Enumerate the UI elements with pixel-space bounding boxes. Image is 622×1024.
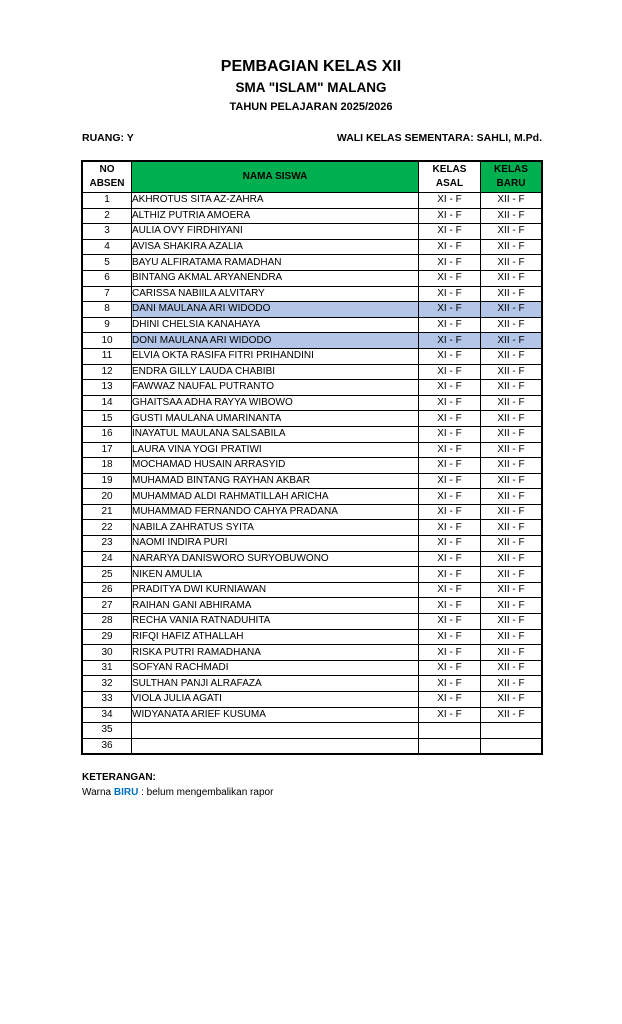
cell-nama-siswa: SOFYAN RACHMADI xyxy=(132,660,419,676)
cell-nama-siswa: AKHROTUS SITA AZ-ZAHRA xyxy=(132,193,419,209)
cell-nama-siswa: PRADITYA DWI KURNIAWAN xyxy=(132,582,419,598)
cell-kelas-baru: XII - F xyxy=(481,302,543,318)
cell-no-absen: 24 xyxy=(82,551,132,567)
cell-nama-siswa: MUHAMMAD ALDI RAHMATILLAH ARICHA xyxy=(132,489,419,505)
cell-nama-siswa: NARARYA DANISWORO SURYOBUWONO xyxy=(132,551,419,567)
table-row xyxy=(82,442,542,458)
table-row xyxy=(82,473,542,489)
cell-nama-siswa: FAWWAZ NAUFAL PUTRANTO xyxy=(132,380,419,396)
cell-nama-siswa: MUHAMMAD FERNANDO CAHYA PRADANA xyxy=(132,504,419,520)
header-nama-siswa: NAMA SISWA xyxy=(132,161,419,193)
cell-kelas-asal: XI - F xyxy=(419,660,481,676)
cell-kelas-baru: XII - F xyxy=(481,364,543,380)
cell-kelas-baru: XII - F xyxy=(481,270,543,286)
cell-kelas-baru: XII - F xyxy=(481,458,543,474)
cell-kelas-asal: XI - F xyxy=(419,426,481,442)
table-row xyxy=(82,707,542,723)
cell-nama-siswa: GUSTI MAULANA UMARINANTA xyxy=(132,411,419,427)
table-row xyxy=(82,348,542,364)
cell-nama-siswa: AVISA SHAKIRA AZALIA xyxy=(132,239,419,255)
cell-nama-siswa: MUHAMAD BINTANG RAYHAN AKBAR xyxy=(132,473,419,489)
cell-kelas-asal: XI - F xyxy=(419,692,481,708)
table-row xyxy=(82,614,542,630)
cell-nama-siswa: ALTHIZ PUTRIA AMOERA xyxy=(132,208,419,224)
cell-nama-siswa: NAOMI INDIRA PURI xyxy=(132,536,419,552)
table-row xyxy=(82,738,542,754)
roster-body xyxy=(82,193,542,755)
cell-nama-siswa: RECHA VANIA RATNADUHITA xyxy=(132,614,419,630)
cell-no-absen: 36 xyxy=(82,738,132,754)
cell-no-absen: 14 xyxy=(82,395,132,411)
cell-nama-siswa: BAYU ALFIRATAMA RAMADHAN xyxy=(132,255,419,271)
cell-nama-siswa: DONI MAULANA ARI WIDODO xyxy=(132,333,419,349)
cell-kelas-asal: XI - F xyxy=(419,270,481,286)
header-asal-line2: ASAL xyxy=(435,178,464,189)
cell-no-absen: 28 xyxy=(82,614,132,630)
table-row xyxy=(82,364,542,380)
cell-no-absen: 30 xyxy=(82,645,132,661)
table-row xyxy=(82,551,542,567)
cell-kelas-baru: XII - F xyxy=(481,255,543,271)
cell-kelas-asal: XI - F xyxy=(419,193,481,209)
cell-no-absen: 31 xyxy=(82,660,132,676)
table-row xyxy=(82,536,542,552)
cell-kelas-baru: XII - F xyxy=(481,473,543,489)
cell-kelas-baru xyxy=(481,738,543,754)
cell-no-absen: 22 xyxy=(82,520,132,536)
cell-kelas-asal: XI - F xyxy=(419,629,481,645)
cell-nama-siswa: NABILA ZAHRATUS SYITA xyxy=(132,520,419,536)
student-roster-table xyxy=(81,160,543,755)
table-row xyxy=(82,723,542,739)
table-row xyxy=(82,629,542,645)
cell-kelas-asal: XI - F xyxy=(419,302,481,318)
cell-no-absen: 19 xyxy=(82,473,132,489)
cell-no-absen: 9 xyxy=(82,317,132,333)
table-row xyxy=(82,645,542,661)
table-row xyxy=(82,426,542,442)
cell-no-absen: 26 xyxy=(82,582,132,598)
cell-kelas-asal: XI - F xyxy=(419,317,481,333)
cell-kelas-baru: XII - F xyxy=(481,660,543,676)
cell-kelas-asal: XI - F xyxy=(419,239,481,255)
cell-nama-siswa: GHAITSAA ADHA RAYYA WIBOWO xyxy=(132,395,419,411)
table-row xyxy=(82,302,542,318)
table-row xyxy=(82,458,542,474)
cell-no-absen: 32 xyxy=(82,676,132,692)
table-row xyxy=(82,676,542,692)
cell-no-absen: 12 xyxy=(82,364,132,380)
cell-nama-siswa xyxy=(132,738,419,754)
cell-nama-siswa: BINTANG AKMAL ARYANENDRA xyxy=(132,270,419,286)
header-kelas-baru xyxy=(481,161,543,193)
cell-nama-siswa: NIKEN AMULIA xyxy=(132,567,419,583)
cell-no-absen: 25 xyxy=(82,567,132,583)
cell-kelas-baru: XII - F xyxy=(481,442,543,458)
table-row xyxy=(82,333,542,349)
document-title: PEMBAGIAN KELAS XII xyxy=(220,58,402,75)
notes-color-word: BIRU xyxy=(113,787,139,798)
cell-nama-siswa: RISKA PUTRI RAMADHANA xyxy=(132,645,419,661)
cell-no-absen: 6 xyxy=(82,270,132,286)
cell-kelas-asal: XI - F xyxy=(419,208,481,224)
cell-no-absen: 13 xyxy=(82,380,132,396)
table-row xyxy=(82,193,542,209)
notes-suffix: : belum mengembalikan rapor xyxy=(138,787,274,798)
cell-kelas-asal: XI - F xyxy=(419,614,481,630)
header-no-absen xyxy=(82,161,132,193)
cell-kelas-baru: XII - F xyxy=(481,348,543,364)
table-row xyxy=(82,317,542,333)
cell-kelas-baru: XII - F xyxy=(481,614,543,630)
cell-kelas-asal: XI - F xyxy=(419,551,481,567)
cell-kelas-baru: XII - F xyxy=(481,520,543,536)
cell-kelas-baru: XII - F xyxy=(481,551,543,567)
cell-kelas-asal: XI - F xyxy=(419,458,481,474)
cell-nama-siswa: DANI MAULANA ARI WIDODO xyxy=(132,302,419,318)
cell-no-absen: 17 xyxy=(82,442,132,458)
cell-nama-siswa: RAIHAN GANI ABHIRAMA xyxy=(132,598,419,614)
cell-nama-siswa: LAURA VINA YOGI PRATIWI xyxy=(132,442,419,458)
cell-nama-siswa: AULIA OVY FIRDHIYANI xyxy=(132,224,419,240)
notes-heading: KETERANGAN: xyxy=(82,772,156,783)
cell-kelas-baru: XII - F xyxy=(481,286,543,302)
cell-no-absen: 21 xyxy=(82,504,132,520)
table-row xyxy=(82,598,542,614)
cell-kelas-baru: XII - F xyxy=(481,395,543,411)
table-row xyxy=(82,411,542,427)
cell-nama-siswa: RIFQI HAFIZ ATHALLAH xyxy=(132,629,419,645)
table-row xyxy=(82,395,542,411)
notes-prefix: Warna xyxy=(82,787,114,798)
cell-no-absen: 33 xyxy=(82,692,132,708)
cell-kelas-asal: XI - F xyxy=(419,395,481,411)
cell-no-absen: 3 xyxy=(82,224,132,240)
cell-nama-siswa: INAYATUL MAULANA SALSABILA xyxy=(132,426,419,442)
table-row xyxy=(82,660,542,676)
cell-nama-siswa xyxy=(132,723,419,739)
cell-kelas-baru: XII - F xyxy=(481,380,543,396)
table-row xyxy=(82,567,542,583)
header-no-line2: ABSEN xyxy=(89,178,125,189)
cell-kelas-asal: XI - F xyxy=(419,567,481,583)
cell-kelas-baru: XII - F xyxy=(481,489,543,505)
cell-nama-siswa: DHINI CHELSIA KANAHAYA xyxy=(132,317,419,333)
cell-kelas-baru: XII - F xyxy=(481,333,543,349)
cell-kelas-baru: XII - F xyxy=(481,645,543,661)
cell-kelas-asal: XI - F xyxy=(419,364,481,380)
cell-kelas-asal: XI - F xyxy=(419,520,481,536)
cell-kelas-baru xyxy=(481,723,543,739)
cell-kelas-asal: XI - F xyxy=(419,645,481,661)
cell-kelas-baru: XII - F xyxy=(481,504,543,520)
cell-kelas-baru: XII - F xyxy=(481,692,543,708)
cell-no-absen: 11 xyxy=(82,348,132,364)
cell-no-absen: 35 xyxy=(82,723,132,739)
cell-no-absen: 15 xyxy=(82,411,132,427)
cell-kelas-baru: XII - F xyxy=(481,567,543,583)
cell-no-absen: 2 xyxy=(82,208,132,224)
cell-nama-siswa: VIOLA JULIA AGATI xyxy=(132,692,419,708)
cell-kelas-asal xyxy=(419,738,481,754)
cell-kelas-asal: XI - F xyxy=(419,380,481,396)
cell-kelas-asal: XI - F xyxy=(419,224,481,240)
cell-kelas-baru: XII - F xyxy=(481,239,543,255)
cell-kelas-baru: XII - F xyxy=(481,676,543,692)
cell-kelas-asal: XI - F xyxy=(419,473,481,489)
cell-kelas-asal xyxy=(419,723,481,739)
table-row xyxy=(82,208,542,224)
header-baru-line2: BARU xyxy=(496,178,526,189)
table-row xyxy=(82,504,542,520)
table-header-row xyxy=(82,161,542,193)
cell-nama-siswa: ELVIA OKTA RASIFA FITRI PRIHANDINI xyxy=(132,348,419,364)
header-baru-line1: KELAS xyxy=(494,164,528,175)
cell-no-absen: 7 xyxy=(82,286,132,302)
notes-text xyxy=(82,787,273,798)
cell-kelas-baru: XII - F xyxy=(481,317,543,333)
cell-kelas-asal: XI - F xyxy=(419,442,481,458)
cell-kelas-asal: XI - F xyxy=(419,411,481,427)
cell-no-absen: 4 xyxy=(82,239,132,255)
table-row xyxy=(82,270,542,286)
cell-kelas-baru: XII - F xyxy=(481,411,543,427)
cell-kelas-asal: XI - F xyxy=(419,255,481,271)
table-row xyxy=(82,582,542,598)
table-row xyxy=(82,489,542,505)
cell-no-absen: 8 xyxy=(82,302,132,318)
cell-kelas-baru: XII - F xyxy=(481,208,543,224)
cell-kelas-baru: XII - F xyxy=(481,536,543,552)
cell-kelas-asal: XI - F xyxy=(419,582,481,598)
school-name: SMA "ISLAM" MALANG xyxy=(235,80,387,95)
cell-kelas-asal: XI - F xyxy=(419,676,481,692)
cell-no-absen: 1 xyxy=(82,193,132,209)
cell-kelas-asal: XI - F xyxy=(419,536,481,552)
table-row xyxy=(82,239,542,255)
cell-no-absen: 34 xyxy=(82,707,132,723)
cell-kelas-asal: XI - F xyxy=(419,504,481,520)
cell-kelas-asal: XI - F xyxy=(419,598,481,614)
cell-no-absen: 20 xyxy=(82,489,132,505)
cell-no-absen: 18 xyxy=(82,458,132,474)
table-row xyxy=(82,224,542,240)
header-no-line1: NO xyxy=(99,164,115,175)
cell-kelas-asal: XI - F xyxy=(419,286,481,302)
table-row xyxy=(82,255,542,271)
table-row xyxy=(82,380,542,396)
cell-no-absen: 23 xyxy=(82,536,132,552)
cell-no-absen: 29 xyxy=(82,629,132,645)
cell-kelas-asal: XI - F xyxy=(419,707,481,723)
table-row xyxy=(82,692,542,708)
cell-nama-siswa: ENDRA GILLY LAUDA CHABIBI xyxy=(132,364,419,380)
cell-no-absen: 5 xyxy=(82,255,132,271)
cell-kelas-baru: XII - F xyxy=(481,707,543,723)
homeroom-teacher-label: WALI KELAS SEMENTARA: SAHLI, M.Pd. xyxy=(336,132,542,144)
academic-year: TAHUN PELAJARAN 2025/2026 xyxy=(229,101,393,113)
cell-nama-siswa: WIDYANATA ARIEF KUSUMA xyxy=(132,707,419,723)
cell-kelas-baru: XII - F xyxy=(481,426,543,442)
header-asal-line1: KELAS xyxy=(432,164,467,175)
cell-kelas-baru: XII - F xyxy=(481,224,543,240)
cell-no-absen: 27 xyxy=(82,598,132,614)
cell-kelas-asal: XI - F xyxy=(419,348,481,364)
cell-kelas-baru: XII - F xyxy=(481,582,543,598)
cell-kelas-baru: XII - F xyxy=(481,629,543,645)
cell-kelas-baru: XII - F xyxy=(481,193,543,209)
cell-kelas-asal: XI - F xyxy=(419,333,481,349)
cell-nama-siswa: SULTHAN PANJI ALRAFAZA xyxy=(132,676,419,692)
table-row xyxy=(82,520,542,536)
cell-kelas-asal: XI - F xyxy=(419,489,481,505)
cell-no-absen: 16 xyxy=(82,426,132,442)
cell-kelas-baru: XII - F xyxy=(481,598,543,614)
header-kelas-asal xyxy=(419,161,481,193)
cell-nama-siswa: CARISSA NABIILA ALVITARY xyxy=(132,286,419,302)
cell-no-absen: 10 xyxy=(82,333,132,349)
cell-nama-siswa: MOCHAMAD HUSAIN ARRASYID xyxy=(132,458,419,474)
table-row xyxy=(82,286,542,302)
room-label: RUANG: Y xyxy=(82,132,134,144)
